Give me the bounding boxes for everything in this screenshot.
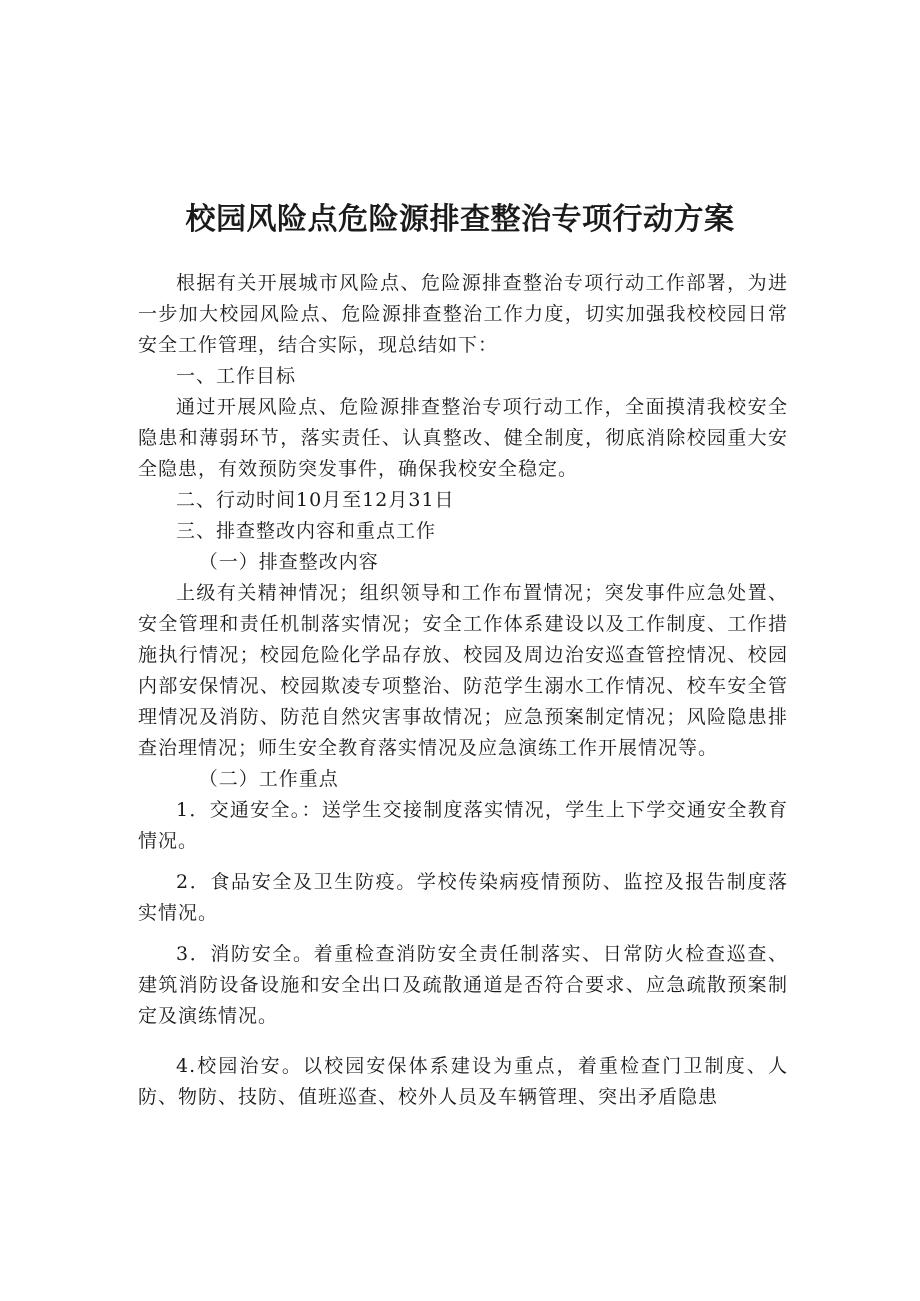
paragraph-inspection-content: 上级有关精神情况；组织领导和工作布置情况；突发事件应急处置、安全管理和责任机制落实情况；安全工作体系建设以及工作制度、工作措施执行情况；校园危险化学品存放、校园及周边治安巡查管控情况、校园内部安保情况、校园欺凌专项整治、防范学生溺水工作情况、校车安全管理情况及消防、防范自然灾害事故情况；应急预案制定情况；风险隐患排查治理情况；师生安全教育落实情况及应急演练工作开展情况等。: [138, 582, 788, 759]
subheading-inspection-content: （一）排查整改内容: [198, 551, 379, 573]
document-body: [138, 268, 788, 1113]
document-title: 校园风险点危险源排查整治专项行动方案: [185, 202, 735, 237]
paragraph-traffic-safety: 1．交通安全。：送学生交接制度落实情况，学生上下学交通安全教育情况。: [138, 799, 788, 852]
heading-inspection-content: 三、排查整改内容和重点工作: [176, 520, 437, 542]
paragraph-fire-safety: 3．消防安全。着重检查消防安全责任制落实、日常防火检查巡查、建筑消防设备设施和安全出口及疏散通道是否符合要求、应急疏散预案制定及演练情况。: [138, 943, 788, 1027]
paragraph-campus-security: 4.校园治安。以校园安保体系建设为重点，着重检查门卫制度、人防、物防、技防、值班巡查、校外人员及车辆管理、突出矛盾隐患: [138, 1055, 788, 1108]
subheading-work-focus: （二）工作重点: [198, 768, 339, 790]
paragraph-food-safety: 2．食品安全及卫生防疫。学校传染病疫情预防、监控及报告制度落实情况。: [138, 871, 788, 924]
heading-work-goal: 一、工作目标: [176, 365, 297, 387]
paragraph-work-goal: 通过开展风险点、危险源排查整治专项行动工作，全面摸清我校安全隐患和薄弱环节，落实责任、认真整改、健全制度，彻底消除校园重大安全隐患，有效预防突发事件，确保我校安全稳定。: [138, 396, 788, 480]
paragraph-intro: 根据有关开展城市风险点、危险源排查整治专项行动工作部署，为进一步加大校园风险点、危险源排查整治工作力度，切实加强我校校园日常安全工作管理，结合实际，现总结如下：: [138, 272, 788, 356]
heading-action-time: 二、行动时间10月至12月31日: [176, 489, 455, 511]
